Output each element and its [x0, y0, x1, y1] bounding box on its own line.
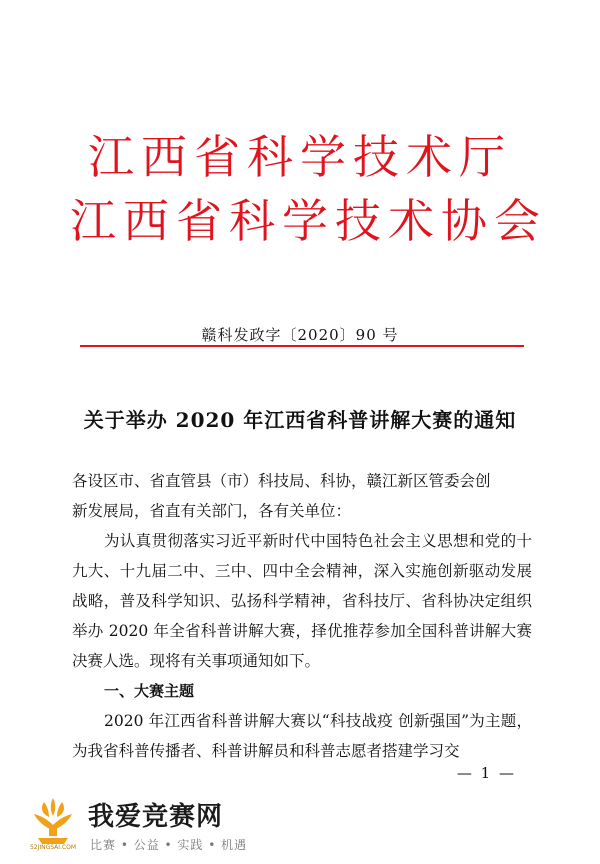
site-watermark [14, 792, 314, 860]
page-number: — 1 — [456, 764, 516, 782]
notice-title: 关于举办 2020 年江西省科普讲解大赛的通知 [83, 408, 517, 432]
notice-body [72, 466, 532, 766]
watermark-site-name: 我爱竞赛网 [88, 802, 224, 832]
issuing-org-line-2: 江西省科学技术协会 [70, 194, 547, 248]
issuing-org-line-1: 江西省科学技术厅 [88, 130, 512, 184]
watermark-tagline: 比赛 • 公益 • 实践 • 机遇 [90, 838, 248, 852]
addressee-line-1: 各设区市、省直管县（市）科技局、科协，赣江新区管委会创 [72, 472, 491, 490]
watermark-domain: 52JINGSAI.COM [29, 844, 77, 851]
section-heading-theme: 一、大赛主题 [104, 682, 195, 700]
document-number: 赣科发政字〔2020〕90 号 [201, 326, 399, 344]
addressee-line-2: 新发展局，省直有关部门，各有关单位： [72, 502, 352, 520]
theme-paragraph: 2020 年江西省科普讲解大赛以“科技战疫 创新强国”为主题，为我省科普传播者、科普讲解员和科普志愿者搭建学习交 [72, 712, 532, 760]
red-divider-line [80, 345, 524, 347]
intro-paragraph: 为认真贯彻落实习近平新时代中国特色社会主义思想和党的十九大、十九届二中、三中、四中全会精神，深入实施创新驱动发展战略，普及科学知识、弘扬科学精神，省科技厅、省科协决定组织举办 2020 年全省科普讲解大赛，择优推荐参加全国科普讲解大赛决赛人选。现将有关事项通知如下。 [72, 532, 532, 670]
